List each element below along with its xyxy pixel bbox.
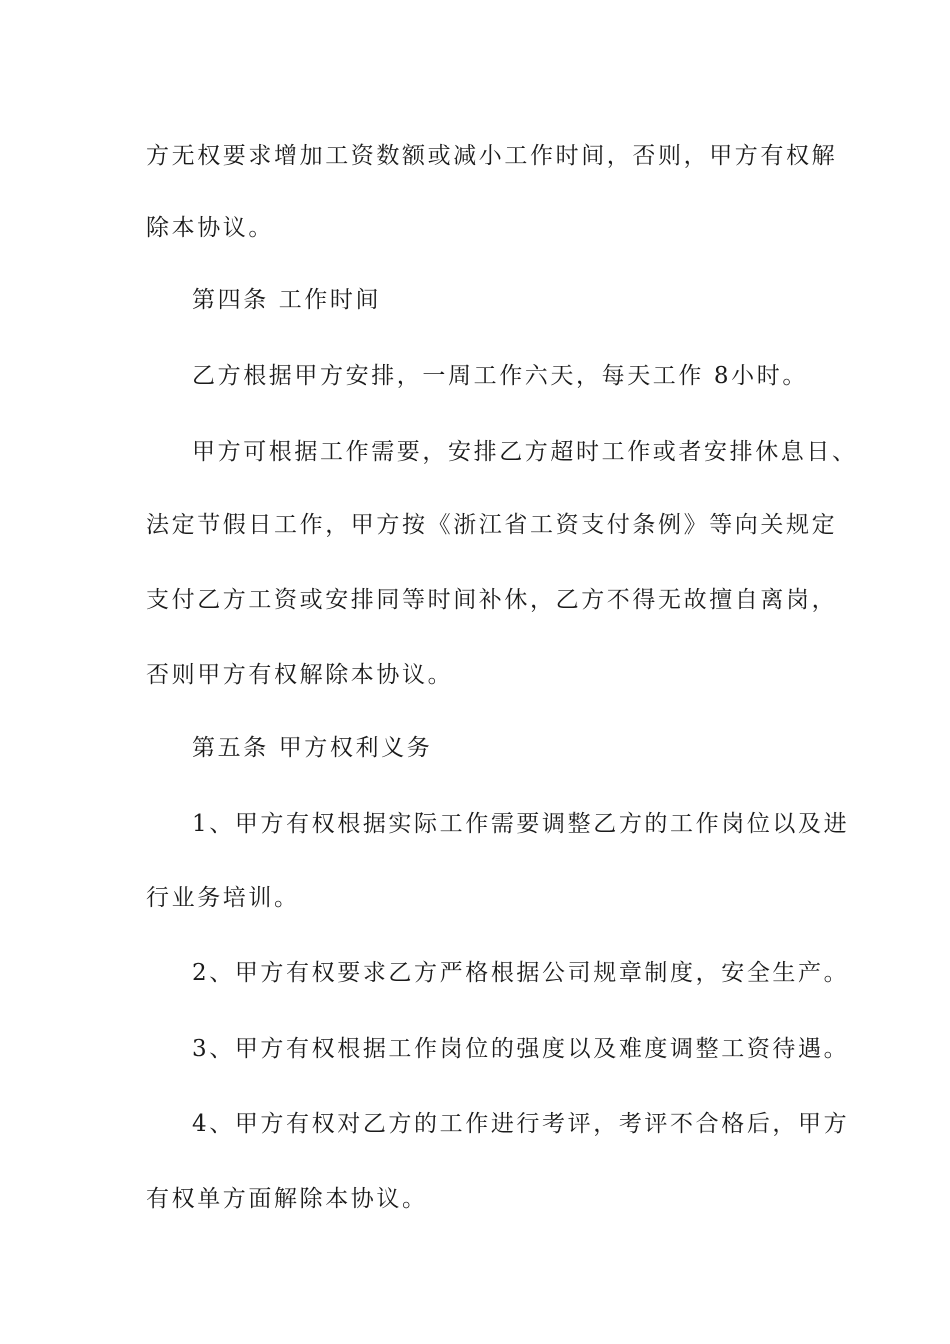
list-item: 4、甲方有权对乙方的工作进行考评，考评不合格后，甲方 (192, 1111, 850, 1137)
list-item: 2、甲方有权要求乙方严格根据公司规章制度，安全生产。 (192, 960, 850, 986)
paragraph-line: 乙方根据甲方安排，一周工作六天，每天工作 8小时。 (192, 363, 808, 389)
paragraph-line: 行业务培训。 (146, 885, 300, 911)
list-item: 1、甲方有权根据实际工作需要调整乙方的工作岗位以及进 (192, 811, 850, 837)
section-heading: 第五条 甲方权利义务 (192, 735, 433, 761)
paragraph-line: 法定节假日工作，甲方按《浙江省工资支付条例》等向关规定 (146, 512, 838, 538)
paragraph-line: 方无权要求增加工资数额或减小工作时间，否则，甲方有权解 (146, 143, 838, 169)
paragraph-line: 甲方可根据工作需要，安排乙方超时工作或者安排休息日、 (192, 439, 858, 465)
list-item: 3、甲方有权根据工作岗位的强度以及难度调整工资待遇。 (192, 1036, 850, 1062)
paragraph-line: 支付乙方工资或安排同等时间补休，乙方不得无故擅自离岗， (146, 587, 838, 613)
paragraph-line: 有权单方面解除本协议。 (146, 1186, 428, 1212)
paragraph-line: 除本协议。 (146, 215, 274, 241)
paragraph-line: 否则甲方有权解除本协议。 (146, 662, 454, 688)
section-heading: 第四条 工作时间 (192, 287, 382, 313)
